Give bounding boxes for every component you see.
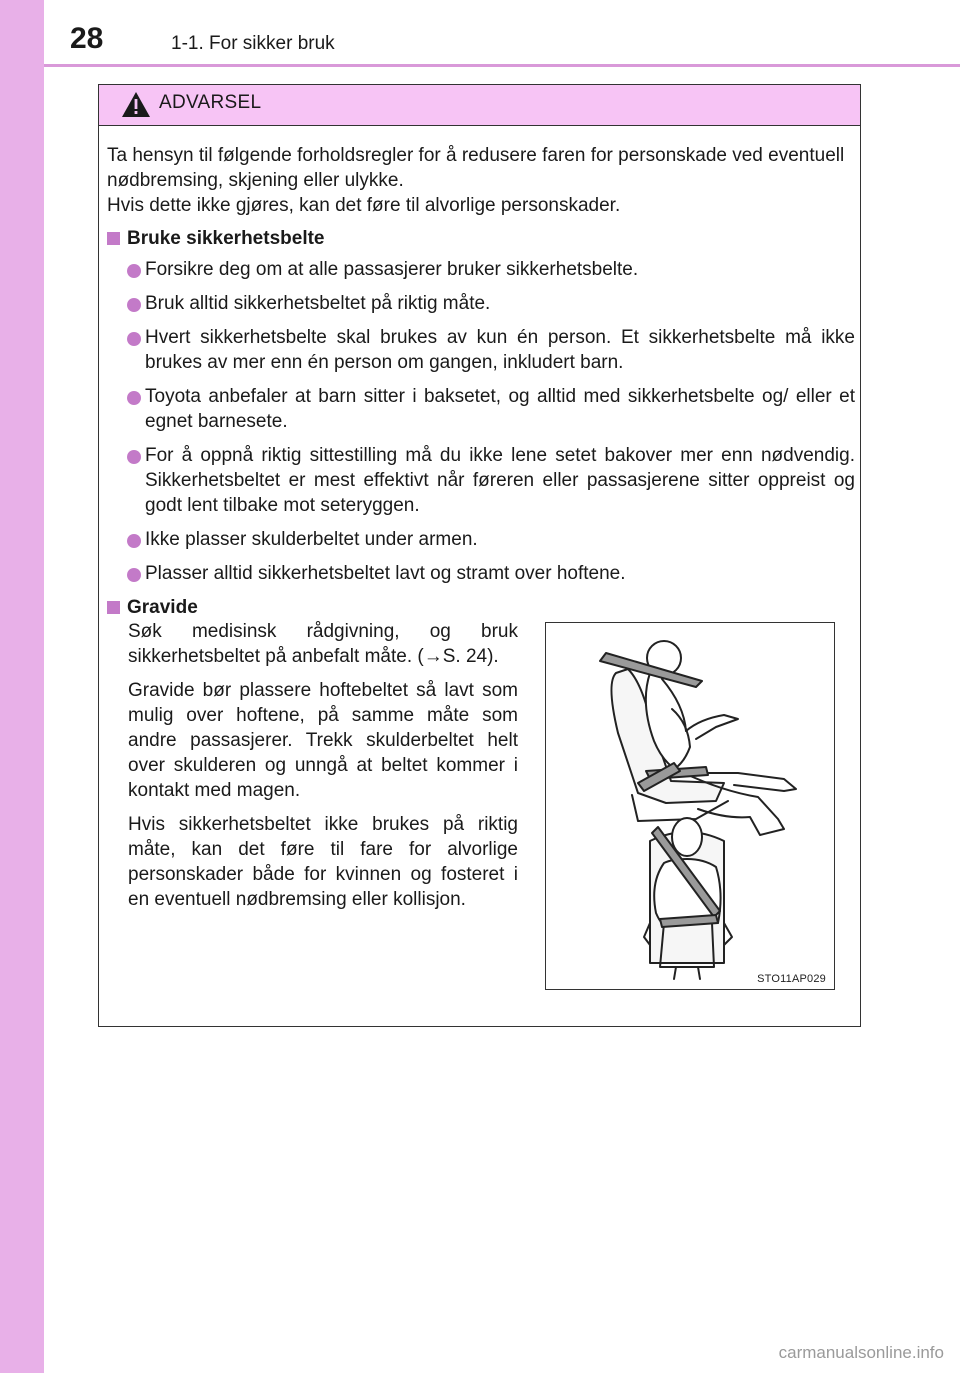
list-item-text: Forsikre deg om at alle passasjerer bruker sikkerhetsbelte. [145,259,639,280]
pregnancy-paragraph: Søk medisinsk rådgivning, og bruk sikkerhetsbeltet på anbefalt måte. (→S. 24). [128,621,518,667]
section-title: 1-1. For sikker bruk [171,33,335,54]
list-item [107,527,855,552]
watermark-text: carmanualsonline.info [778,1343,944,1362]
circle-bullet-icon [127,450,141,464]
intro-line-1: Ta hensyn til følgende forholdsregler for å redusere faren for personskade ved eventuell nødbremsing, skjening eller ulykke. [107,145,845,191]
circle-bullet-icon [127,534,141,548]
circle-bullet-icon [127,332,141,346]
pregnancy-paragraph: Hvis sikkerhetsbeltet ikke brukes på riktig måte, kan det føre til fare for alvorlige personskader både for kvinnen og fosteret i en eventuell nødbremsing eller kollisjon. [128,814,518,910]
page-number: 28 [70,22,104,55]
list-item-text: Toyota anbefaler at barn sitter i baksetet, og alltid med sikkerhetsbelte og/ eller et egnet barnesete. [145,386,855,432]
header-divider [44,64,960,67]
list-item [107,291,855,316]
heading-pregnant [107,595,855,620]
circle-bullet-icon [127,391,141,405]
circle-bullet-icon [127,568,141,582]
list-item [107,384,855,434]
list-item [107,325,855,375]
list-item-text: For å oppnå riktig sittestilling må du ikke lene setet bakover mer enn nødvendig. Sikkerhetsbeltet er mest effektivt når føreren eller passasjerene sitter oppreist og godt lent tilbake mot seteryggen. [145,445,855,516]
pregnant-seatbelt-drawing [546,623,834,989]
warning-header [99,85,860,126]
list-item [107,561,855,586]
list-item-text: Ikke plasser skulderbeltet under armen. [145,529,478,550]
list-item [107,257,855,282]
warning-triangle-icon [121,91,151,118]
intro-text [107,143,855,218]
square-bullet-icon [107,601,120,614]
list-item-text: Bruk alltid sikkerhetsbeltet på riktig måte. [145,293,491,314]
warning-content [107,143,855,626]
figure-code: STO11AP029 [757,973,826,985]
pregnancy-paragraph: Gravide bør plassere hoftebeltet så lavt som mulig over hoftene, på samme måte som andre passasjerer. Trekk skulderbeltet helt over skulderen og unngå at beltet kommer i kontakt med magen. [128,680,518,801]
chapter-side-tab [0,0,44,1373]
list-item [107,443,855,518]
list-item-text: Plasser alltid sikkerhetsbeltet lavt og stramt over hoftene. [145,563,626,584]
heading-seatbelt [107,226,855,251]
pregnancy-text [128,619,518,921]
circle-bullet-icon [127,298,141,312]
square-bullet-icon [107,232,120,245]
seatbelt-illustration [545,622,835,990]
heading-label: Gravide [127,597,198,618]
list-item-text: Hvert sikkerhetsbelte skal brukes av kun én person. Et sikkerhetsbelte må ikke brukes av mer enn én person om gangen, inkludert barn. [145,327,855,373]
circle-bullet-icon [127,264,141,278]
intro-line-2: Hvis dette ikke gjøres, kan det føre til alvorlige personskader. [107,195,621,216]
warning-label: ADVARSEL [159,92,262,113]
page-header [44,0,960,64]
heading-label: Bruke sikkerhetsbelte [127,228,325,249]
